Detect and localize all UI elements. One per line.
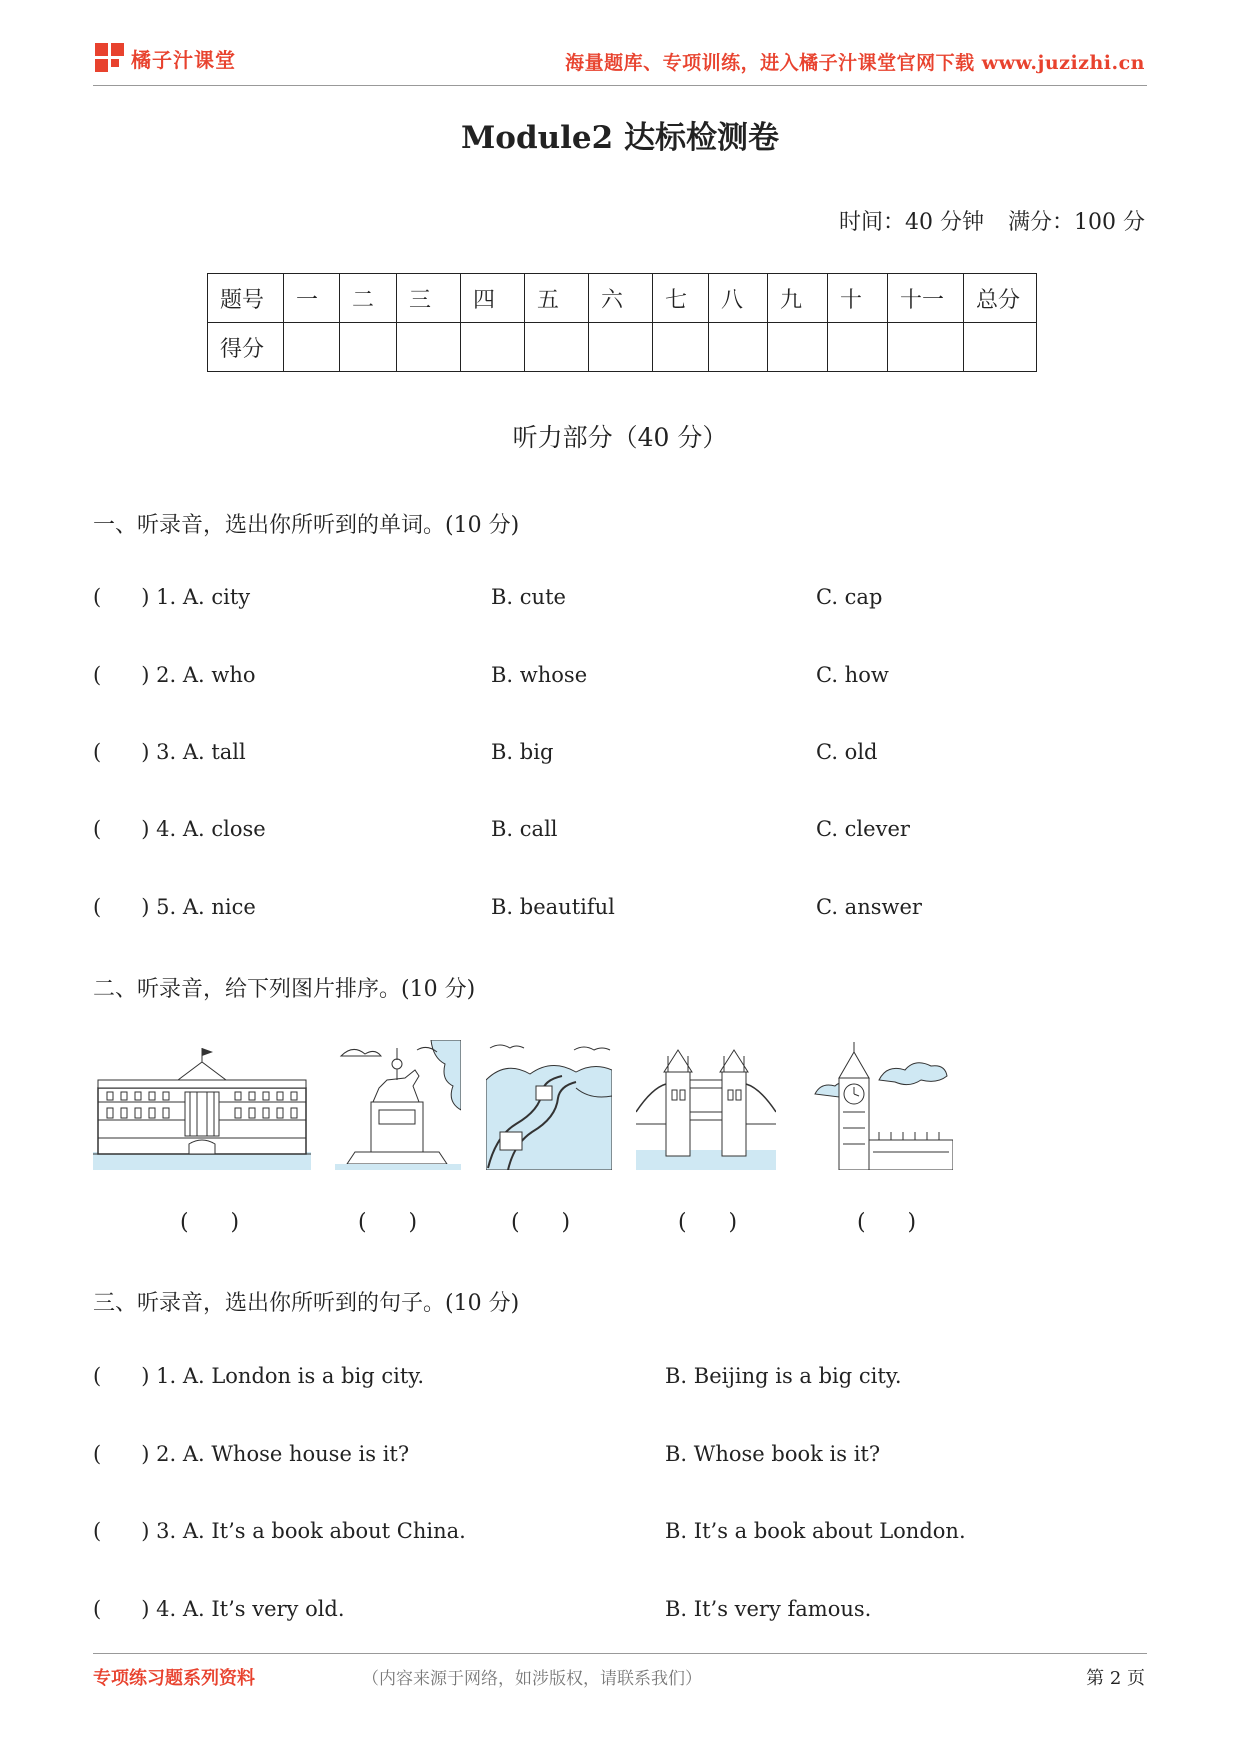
q1-item-a: ( ) 5. A. nice [93, 895, 256, 919]
score-cell: 五 [525, 274, 589, 323]
score-cell: 题号 [208, 274, 284, 323]
q2-answer-blank[interactable]: ( ) [180, 1210, 240, 1235]
q3-item-a: ( ) 3. A. It’s a book about China. [93, 1519, 466, 1543]
score-cell: 六 [589, 274, 653, 323]
q3-item-b: B. Beijing is a big city. [665, 1364, 902, 1388]
score-blank [653, 323, 709, 372]
q1-item-a: ( ) 3. A. tall [93, 740, 246, 764]
footer-copyright: （内容来源于网络，如涉版权，请联系我们） [362, 1669, 702, 1689]
q3-item [93, 1364, 1153, 1394]
score-cell: 一 [284, 274, 340, 323]
q1-item-a: ( ) 2. A. who [93, 663, 256, 687]
score-table-header-row [208, 274, 1037, 323]
score-cell: 总分 [964, 274, 1037, 323]
q1-item-c: C. old [816, 740, 878, 764]
q1-item [93, 817, 1153, 847]
q1-item-c: C. answer [816, 895, 922, 919]
listening-section-title: 听力部分（40 分） [512, 423, 728, 452]
score-blank [397, 323, 461, 372]
q1-item-a: ( ) 4. A. close [93, 817, 266, 841]
q3-item [93, 1442, 1153, 1472]
q1-item [93, 740, 1153, 770]
score-blank [828, 323, 888, 372]
score-cell: 三 [397, 274, 461, 323]
q1-item [93, 663, 1153, 693]
q2-answer-blank[interactable]: ( ) [857, 1210, 917, 1235]
score-cell: 九 [768, 274, 828, 323]
score-blank [284, 323, 340, 372]
q1-item-c: C. how [816, 663, 889, 687]
q1-item-b: B. call [491, 817, 558, 841]
header-slogan: 海量题库、专项训练，进入橘子汁课堂官网下载 www.juzizhi.cn [565, 52, 1145, 74]
buckingham-palace-picture [93, 1040, 311, 1170]
q1-item-a: ( ) 1. A. city [93, 585, 251, 609]
q3-item-b: B. It’s very famous. [665, 1597, 872, 1621]
score-cell: 四 [461, 274, 525, 323]
q1-title: 一、听录音，选出你所听到的单词。(10 分) [93, 513, 520, 538]
score-blank [340, 323, 397, 372]
big-ben-picture [813, 1040, 953, 1170]
score-blank [709, 323, 768, 372]
q3-item-a: ( ) 4. A. It’s very old. [93, 1597, 345, 1621]
header-divider [93, 85, 1147, 86]
score-cell: 十 [828, 274, 888, 323]
page-title: Module2 达标检测卷 [460, 120, 780, 156]
score-cell: 得分 [208, 323, 284, 372]
brand-logo [95, 43, 236, 73]
score-table-score-row [208, 323, 1037, 372]
tower-bridge-picture [636, 1040, 776, 1170]
q1-item [93, 585, 1153, 615]
score-cell: 七 [653, 274, 709, 323]
q1-item-b: B. big [491, 740, 554, 764]
score-cell: 十一 [888, 274, 964, 323]
score-blank [589, 323, 653, 372]
q2-answer-blank[interactable]: ( ) [511, 1210, 571, 1235]
q3-item-a: ( ) 2. A. Whose house is it? [93, 1442, 410, 1466]
score-blank [525, 323, 589, 372]
q1-item-b: B. cute [491, 585, 566, 609]
score-blank [768, 323, 828, 372]
score-table [207, 273, 1037, 372]
footer-series: 专项练习题系列资料 [93, 1668, 255, 1689]
q1-item-c: C. clever [816, 817, 910, 841]
exam-full-score: 满分：100 分 [1008, 210, 1145, 235]
q1-item-b: B. beautiful [491, 895, 615, 919]
great-wall-picture [486, 1040, 612, 1170]
q2-answer-blank[interactable]: ( ) [678, 1210, 738, 1235]
score-cell: 八 [709, 274, 768, 323]
q2-pictures [93, 1040, 1153, 1170]
logo-icon [95, 43, 125, 73]
q2-answer-blank[interactable]: ( ) [358, 1210, 418, 1235]
q3-item-a: ( ) 1. A. London is a big city. [93, 1364, 425, 1388]
statue-picture [335, 1040, 461, 1170]
score-cell: 二 [340, 274, 397, 323]
q1-item [93, 895, 1153, 925]
q3-item-b: B. Whose book is it? [665, 1442, 881, 1466]
page-number: 第 2 页 [1086, 1668, 1145, 1689]
q1-item-b: B. whose [491, 663, 588, 687]
score-blank [461, 323, 525, 372]
exam-time: 时间：40 分钟 [839, 210, 984, 235]
q1-item-c: C. cap [816, 585, 883, 609]
logo-text: 橘子汁课堂 [131, 47, 236, 72]
q3-item [93, 1597, 1153, 1627]
q3-item-b: B. It’s a book about London. [665, 1519, 966, 1543]
q2-title: 二、听录音，给下列图片排序。(10 分) [93, 977, 476, 1002]
score-blank [888, 323, 964, 372]
exam-meta [839, 205, 1145, 236]
footer-divider [93, 1653, 1147, 1654]
score-blank [964, 323, 1037, 372]
q3-title: 三、听录音，选出你所听到的句子。(10 分) [93, 1291, 520, 1316]
q3-item [93, 1519, 1153, 1549]
